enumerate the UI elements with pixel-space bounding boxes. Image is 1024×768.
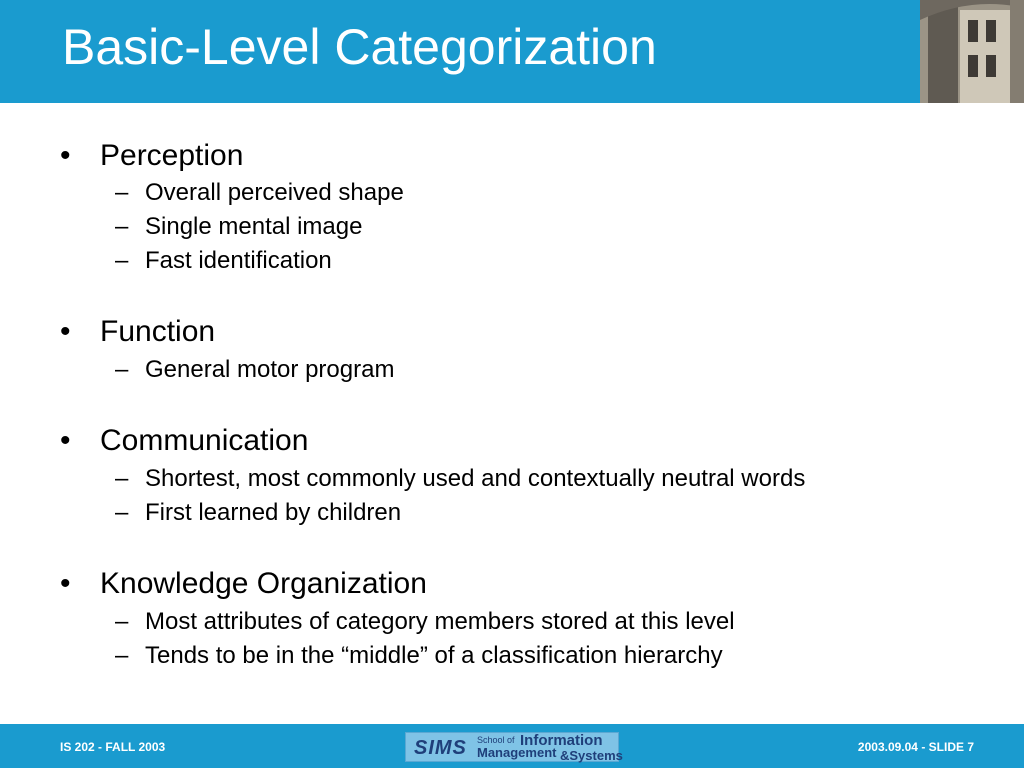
- sub-bullet: [115, 610, 735, 634]
- bullet-perception: [60, 141, 243, 171]
- sub-marker: –: [115, 247, 129, 274]
- sub-marker: –: [115, 356, 129, 383]
- sub-bullet-text: Most attributes of category members stored at this level: [145, 608, 735, 635]
- sub-bullet-text: Overall perceived shape: [145, 179, 404, 206]
- bullet-heading: Perception: [100, 139, 244, 172]
- sub-bullet: [115, 249, 332, 273]
- sub-bullet-text: Tends to be in the “middle” of a classification hierarchy: [145, 642, 723, 669]
- bullet-knowledge-organization: [60, 569, 427, 599]
- slide-number: 2003.09.04 - SLIDE 7: [857, 740, 974, 754]
- sub-marker: –: [115, 179, 129, 206]
- sub-bullet-text: General motor program: [145, 356, 395, 383]
- building-photo-icon: [920, 0, 1024, 103]
- footer-bar: [0, 724, 1024, 768]
- sub-bullet: [115, 644, 723, 668]
- sub-bullet: [115, 215, 362, 239]
- bullet-marker: •: [60, 424, 71, 457]
- sub-marker: –: [115, 642, 129, 669]
- logo-management: Management: [477, 745, 557, 760]
- bullet-heading: Function: [100, 315, 216, 348]
- bullet-communication: [60, 426, 308, 456]
- bullet-marker: •: [60, 139, 71, 172]
- sub-bullet: [115, 358, 394, 382]
- logo-sims: SIMS: [414, 737, 467, 759]
- bullet-marker: •: [60, 567, 71, 600]
- sub-bullet-text: Fast identification: [145, 247, 332, 274]
- sub-marker: –: [115, 465, 129, 492]
- sub-bullet-text: Single mental image: [145, 213, 363, 240]
- logo-systems: &Systems: [560, 748, 623, 763]
- sub-bullet-text: Shortest, most commonly used and contextually neutral words: [145, 465, 806, 492]
- sub-bullet: [115, 181, 404, 205]
- bullet-heading: Knowledge Organization: [100, 567, 427, 600]
- logo-school-of: School of: [477, 735, 515, 745]
- sims-logo: [405, 732, 623, 763]
- sub-bullet-text: First learned by children: [145, 499, 402, 526]
- slide-title: Basic-Level Categorization: [62, 19, 657, 75]
- sub-marker: –: [115, 608, 129, 635]
- sub-marker: –: [115, 213, 129, 240]
- title-bar: [0, 0, 1024, 103]
- logo-information: Information: [520, 732, 603, 749]
- sub-bullet: [115, 467, 805, 491]
- course-label: IS 202 - FALL 2003: [60, 740, 166, 754]
- bullet-heading: Communication: [100, 424, 309, 457]
- sub-marker: –: [115, 499, 129, 526]
- sub-bullet: [115, 501, 401, 525]
- bullet-marker: •: [60, 315, 71, 348]
- bullet-function: [60, 317, 215, 347]
